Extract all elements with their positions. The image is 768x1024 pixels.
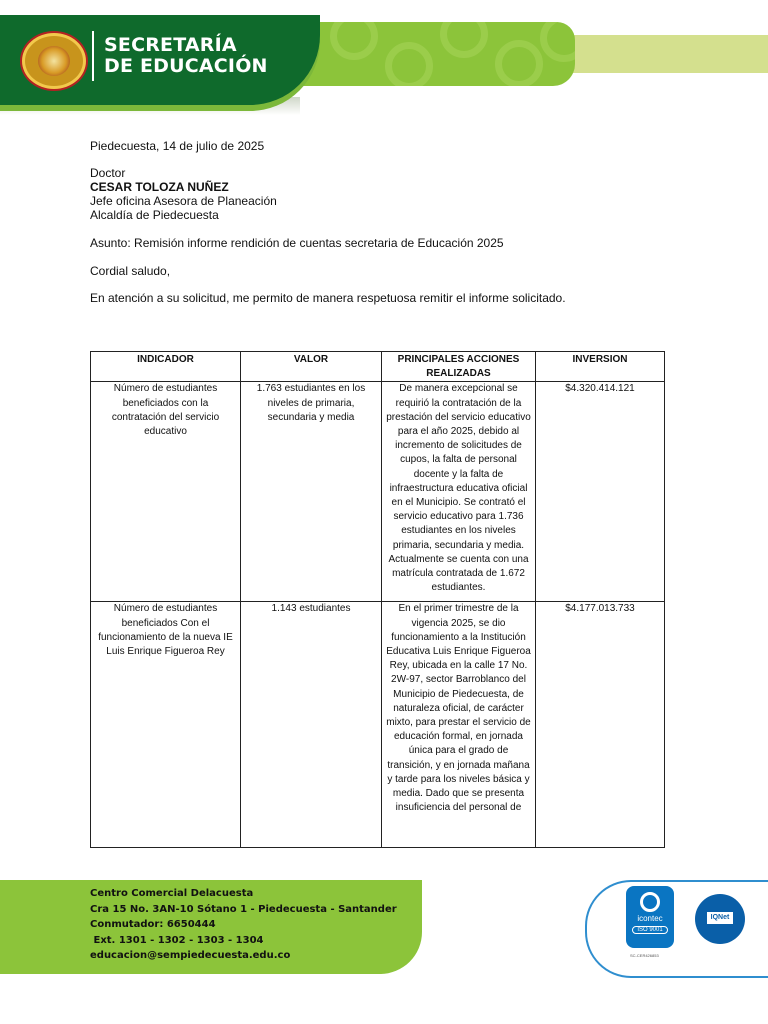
certificate-code: SC-CER426853 <box>630 953 659 958</box>
header-indicador: INDICADOR <box>91 352 241 382</box>
cell-acciones: De manera excepcional se requirió la contratación de la prestación del servicio educativo para el año 2025, debido al incremento de solicitudes de cupos, la falta de personal docente y la falta de infraestructura educativa oficial en el Municipio. Se contrató el servicio educativo para 1.736 estudiantes en los niveles primaria, secundaria y media. Actualmente se cuenta con una matrícula contratada de 1.672 estudiantes. <box>382 382 536 602</box>
icontec-standard: ISO 9001 <box>632 926 668 934</box>
cell-inversion: $4.177.013.733 <box>536 602 665 848</box>
table-row <box>91 602 665 848</box>
brand-line-1: SECRETARÍA <box>104 34 237 56</box>
table-header-row <box>91 352 665 382</box>
cell-acciones-text: En el primer trimestre de la vigencia 2025, se dio funcionamiento a la Institución Educativa Luis Enrique Figueroa Rey, ubicada en la calle 17 No. 2W-97, sector Barroblanco del Municipio de Piedecuesta, de naturaleza oficial, de carácter mixto, para prestar el servicio de educación formal, en jornada única para el grado de transición, y en jornada mañana y tarde para los niveles básica y media. Dado que se presenta insuficiencia del personal de <box>386 603 531 814</box>
footer-address-name: Centro Comercial Delacuesta <box>90 888 254 899</box>
cell-valor: 1.143 estudiantes <box>241 602 382 848</box>
header-acciones: PRINCIPALES ACCIONES REALIZADAS <box>382 352 536 382</box>
recipient-org: Alcaldía de Piedecuesta <box>90 208 219 222</box>
icontec-logo <box>626 886 674 948</box>
cell-acciones <box>382 602 536 848</box>
letter-greeting: Cordial saludo, <box>90 264 171 278</box>
iqnet-name: IQNet <box>707 912 733 924</box>
recipient-role: Jefe oficina Asesora de Planeación <box>90 194 277 208</box>
letter-subject: Asunto: Remisión informe rendición de cuentas secretaria de Educación 2025 <box>90 236 504 250</box>
footer-phone: Conmutador: 6650444 <box>90 919 216 930</box>
footer-extensions: Ext. 1301 - 1302 - 1303 - 1304 <box>90 934 264 946</box>
municipal-seal-logo <box>22 33 86 89</box>
footer-contact <box>90 886 397 964</box>
brand-line-2: DE EDUCACIÓN <box>104 55 268 77</box>
header-inversion: INVERSION <box>536 352 665 382</box>
letter-date: Piedecuesta, 14 de julio de 2025 <box>90 139 265 153</box>
cell-indicador: Número de estudiantes beneficiados con la contratación del servicio educativo <box>91 382 241 602</box>
letter-body: En atención a su solicitud, me permito de manera respetuosa remitir el informe solicitado. <box>90 291 566 305</box>
cell-indicador: Número de estudiantes beneficiados Con el funcionamiento de la nueva IE Luis Enrique Figueroa Rey <box>91 602 241 848</box>
icontec-mark-icon <box>640 892 660 912</box>
header-valor: VALOR <box>241 352 382 382</box>
recipient-name: CESAR TOLOZA NUÑEZ <box>90 180 229 194</box>
footer-address: Cra 15 No. 3AN-10 Sótano 1 - Piedecuesta - Santander <box>90 903 397 915</box>
report-table <box>90 351 665 848</box>
footer-email: educacion@sempiedecuesta.edu.co <box>90 950 291 961</box>
header-divider <box>92 31 94 81</box>
brand-title <box>104 35 268 77</box>
cell-inversion: $4.320.414.121 <box>536 382 665 602</box>
salutation-title: Doctor <box>90 166 126 180</box>
iqnet-logo <box>695 894 745 944</box>
table-row <box>91 382 665 602</box>
icontec-name: icontec <box>637 914 663 923</box>
cell-valor: 1.763 estudiantes en los niveles de primaria, secundaria y media <box>241 382 382 602</box>
seal-shield-icon <box>38 46 70 76</box>
